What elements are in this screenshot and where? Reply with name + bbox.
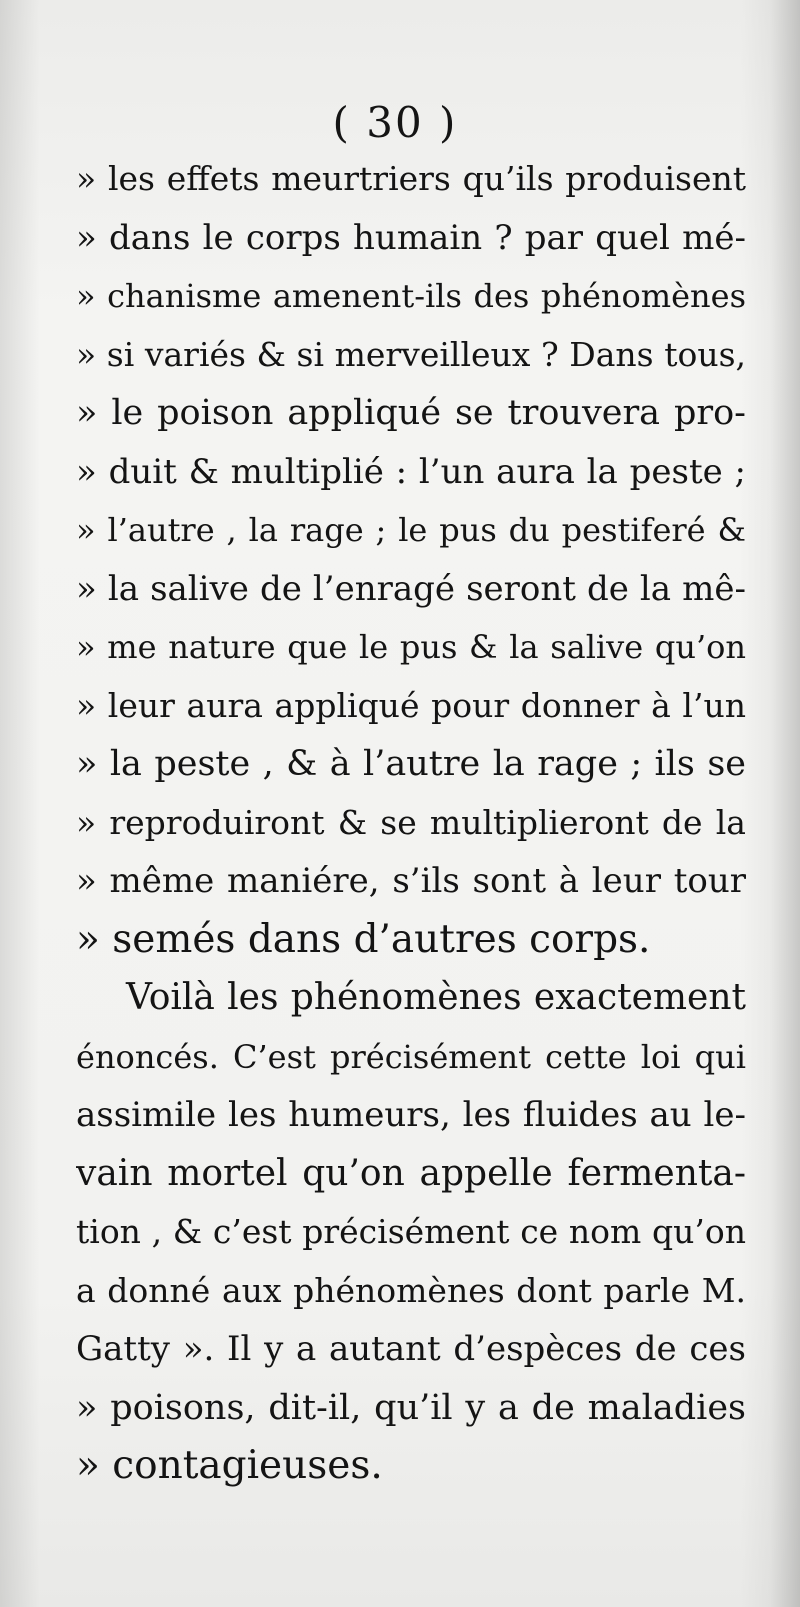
text-line: » contagieuses. xyxy=(76,1443,383,1488)
text-line: » l’autre , la rage ; le pus du pestiferé & xyxy=(76,511,746,549)
text-line: vain mortel qu’on appelle fermenta- xyxy=(76,1152,746,1194)
text-line: » semés dans d’autres corps. xyxy=(76,916,651,962)
text-line: énoncés. C’est précisément cette loi qui xyxy=(76,1037,746,1076)
text-line: » poisons, dit-il, qu’il y a de maladies xyxy=(76,1387,746,1428)
text-line: a donné aux phénomènes dont parle M. xyxy=(76,1270,746,1310)
text-line: » le poison appliqué se trouvera pro- xyxy=(76,393,746,433)
text-line: » la salive de l’enragé seront de la mê- xyxy=(76,568,746,609)
text-line: » même maniére, s’ils sont à leur tour xyxy=(76,861,746,901)
text-line: » duit & multiplié : l’un aura la peste ; xyxy=(76,451,746,492)
text-line: Gatty ». Il y a autant d’espèces de ces xyxy=(76,1329,746,1369)
text-line: » dans le corps humain ? par quel mé- xyxy=(76,217,746,258)
text-line: » les effets meurtriers qu’ils produisent xyxy=(76,159,746,198)
text-line: » reproduiront & se multiplieront de la xyxy=(76,802,746,842)
text-line: » chanisme amenent-ils des phénomènes xyxy=(76,277,746,315)
page-number: ( 30 ) xyxy=(332,98,458,147)
paragraph-first-line: Voilà les phénomènes exactement xyxy=(126,977,746,1018)
text-line: » me nature que le pus & la salive qu’on xyxy=(76,628,746,666)
page-text xyxy=(76,150,746,1496)
text-line: » leur aura appliqué pour donner à l’un xyxy=(76,685,746,725)
text-line: » la peste , & à l’autre la rage ; ils se xyxy=(76,744,746,784)
text-line: » si variés & si merveilleux ? Dans tous, xyxy=(76,334,746,374)
text-line: tion , & c’est précisément ce nom qu’on xyxy=(76,1212,746,1251)
text-line: assimile les humeurs, les fluides au le- xyxy=(76,1095,746,1135)
